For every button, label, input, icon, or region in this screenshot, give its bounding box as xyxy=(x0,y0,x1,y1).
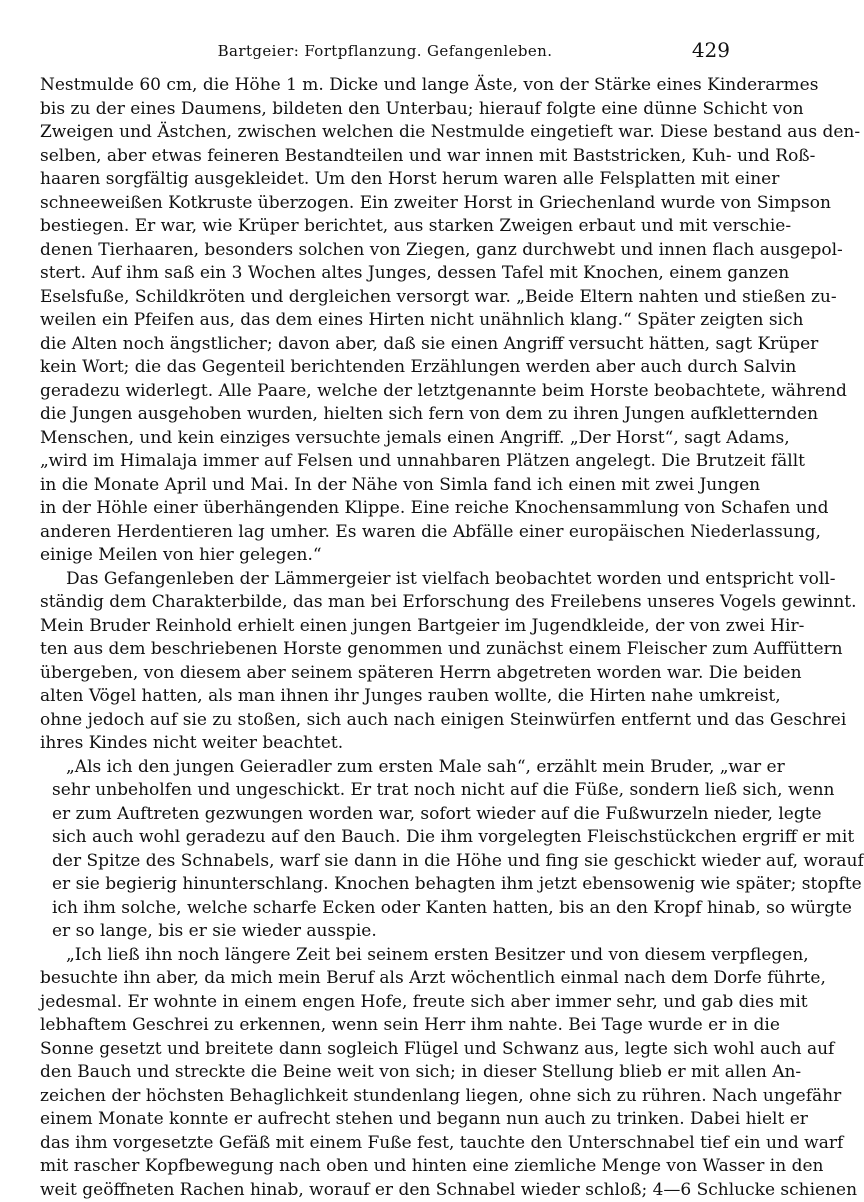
text-line: sich auch wohl geradezu auf den Bauch. Die ihm vorgelegten Fleischstückchen ergriff er mit xyxy=(40,826,730,850)
paragraph-start-line: „Als ich den jungen Geieradler zum ersten Male sah“, erzählt mein Bruder, „war er xyxy=(40,756,730,780)
text-line: kein Wort; die das Gegenteil berichtenden Erzählungen werden aber auch durch Salvin xyxy=(40,356,730,380)
page-header xyxy=(40,36,730,66)
text-line: er sie begierig hinunterschlang. Knochen behagten ihm jetzt ebensowenig wie später; stopfte xyxy=(40,873,730,897)
text-line: lebhaftem Geschrei zu erkennen, wenn sein Herr ihm nahte. Bei Tage wurde er in die xyxy=(40,1014,730,1038)
paragraph-end-line: einige Meilen von hier gelegen.“ xyxy=(40,544,730,568)
text-line: geradezu widerlegt. Alle Paare, welche der letztgenannte beim Horste beobachtete, während xyxy=(40,380,730,404)
text-line: er zum Auftreten gezwungen worden war, sofort wieder auf die Fußwurzeln nieder, legte xyxy=(40,803,730,827)
running-title: Bartgeier: Fortpflanzung. Gefangenleben. xyxy=(40,42,730,60)
text-line: Menschen, und kein einziges versuchte jemals einen Angriff. „Der Horst“, sagt Adams, xyxy=(40,427,730,451)
text-line: weit geöffneten Rachen hinab, worauf er den Schnabel wieder schloß; 4—6 Schlucke schienen xyxy=(40,1179,730,1202)
text-line: Eselsfuße, Schildkröten und dergleichen versorgt war. „Beide Eltern nahten und stießen zu- xyxy=(40,286,730,310)
text-line: bis zu der eines Daumens, bildeten den Unterbau; hierauf folgte eine dünne Schicht von xyxy=(40,98,730,122)
text-line: alten Vögel hatten, als man ihnen ihr Junges rauben wollte, die Hirten nahe umkreist, xyxy=(40,685,730,709)
text-line: das ihm vorgesetzte Gefäß mit einem Fuße fest, tauchte den Unterschnabel tief ein und warf xyxy=(40,1132,730,1156)
text-line: weilen ein Pfeifen aus, das dem eines Hirten nicht unähnlich klang.“ Später zeigten sich xyxy=(40,309,730,333)
text-line: bestiegen. Er war, wie Krüper berichtet, aus starken Zweigen erbaut und mit verschie- xyxy=(40,215,730,239)
text-line: Nestmulde 60 cm, die Höhe 1 m. Dicke und lange Äste, von der Stärke eines Kinderarmes xyxy=(40,74,730,98)
paragraph-end-line: ihres Kindes nicht weiter beachtet. xyxy=(40,732,730,756)
text-line: besuchte ihn aber, da mich mein Beruf als Arzt wöchentlich einmal nach dem Dorfe führte, xyxy=(40,967,730,991)
text-line: anderen Herdentieren lag umher. Es waren die Abfälle einer europäischen Niederlassung, xyxy=(40,521,730,545)
text-line: „wird im Himalaja immer auf Felsen und unnahbaren Plätzen angelegt. Die Brutzeit fällt xyxy=(40,450,730,474)
body-text xyxy=(40,74,730,1202)
paragraph-end-line: er so lange, bis er sie wieder ausspie. xyxy=(40,920,730,944)
text-line: in die Monate April und Mai. In der Nähe von Simla fand ich einen mit zwei Jungen xyxy=(40,474,730,498)
text-line: übergeben, von diesem aber seinem späteren Herrn abgetreten worden war. Die beiden xyxy=(40,662,730,686)
text-line: in der Höhle einer überhängenden Klippe. Eine reiche Knochensammlung von Schafen und xyxy=(40,497,730,521)
paragraph-start-line: „Ich ließ ihn noch längere Zeit bei seinem ersten Besitzer und von diesem verpflegen, xyxy=(40,944,730,968)
text-line: denen Tierhaaren, besonders solchen von Ziegen, ganz durchwebt und innen flach ausgepol- xyxy=(40,239,730,263)
text-line: Mein Bruder Reinhold erhielt einen jungen Bartgeier im Jugendkleide, der von zwei Hir- xyxy=(40,615,730,639)
text-line: Zweigen und Ästchen, zwischen welchen die Nestmulde eingetieft war. Diese bestand aus den- xyxy=(40,121,730,145)
text-line: mit rascher Kopfbewegung nach oben und hinten eine ziemliche Menge von Wasser in den xyxy=(40,1155,730,1179)
text-line: die Alten noch ängstlicher; davon aber, daß sie einen Angriff versucht hätten, sagt Krüper xyxy=(40,333,730,357)
text-line: der Spitze des Schnabels, warf sie dann in die Höhe und fing sie geschickt wieder auf, worauf xyxy=(40,850,730,874)
text-line: Sonne gesetzt und breitete dann sogleich Flügel und Schwanz aus, legte sich wohl auch auf xyxy=(40,1038,730,1062)
text-line: stert. Auf ihm saß ein 3 Wochen altes Junges, dessen Tafel mit Knochen, einem ganzen xyxy=(40,262,730,286)
text-line: den Bauch und streckte die Beine weit von sich; in dieser Stellung blieb er mit allen An- xyxy=(40,1061,730,1085)
text-line: ständig dem Charakterbilde, das man bei Erforschung des Freilebens unseres Vogels gewinnt. xyxy=(40,591,730,615)
text-line: jedesmal. Er wohnte in einem engen Hofe, freute sich aber immer sehr, und gab dies mit xyxy=(40,991,730,1015)
text-line: einem Monate konnte er aufrecht stehen und begann nun auch zu trinken. Dabei hielt er xyxy=(40,1108,730,1132)
text-line: ten aus dem beschriebenen Horste genommen und zunächst einem Fleischer zum Auffüttern xyxy=(40,638,730,662)
page-number: 429 xyxy=(692,38,730,62)
paragraph-start-line: Das Gefangenleben der Lämmergeier ist vielfach beobachtet worden und entspricht voll- xyxy=(40,568,730,592)
text-line: ohne jedoch auf sie zu stoßen, sich auch nach einigen Steinwürfen entfernt und das Geschrei xyxy=(40,709,730,733)
text-line: selben, aber etwas feineren Bestandteilen und war innen mit Baststricken, Kuh- und Roß- xyxy=(40,145,730,169)
text-line: schneeweißen Kotkruste überzogen. Ein zweiter Horst in Griechenland wurde von Simpson xyxy=(40,192,730,216)
text-line: zeichen der höchsten Behaglichkeit stundenlang liegen, ohne sich zu rühren. Nach ungefähr xyxy=(40,1085,730,1109)
text-line: ich ihm solche, welche scharfe Ecken oder Kanten hatten, bis an den Kropf hinab, so würgte xyxy=(40,897,730,921)
text-line: sehr unbeholfen und ungeschickt. Er trat noch nicht auf die Füße, sondern ließ sich, wenn xyxy=(40,779,730,803)
text-line: haaren sorgfältig ausgekleidet. Um den Horst herum waren alle Felsplatten mit einer xyxy=(40,168,730,192)
text-line: die Jungen ausgehoben wurden, hielten sich fern von dem zu ihren Jungen aufkletternden xyxy=(40,403,730,427)
